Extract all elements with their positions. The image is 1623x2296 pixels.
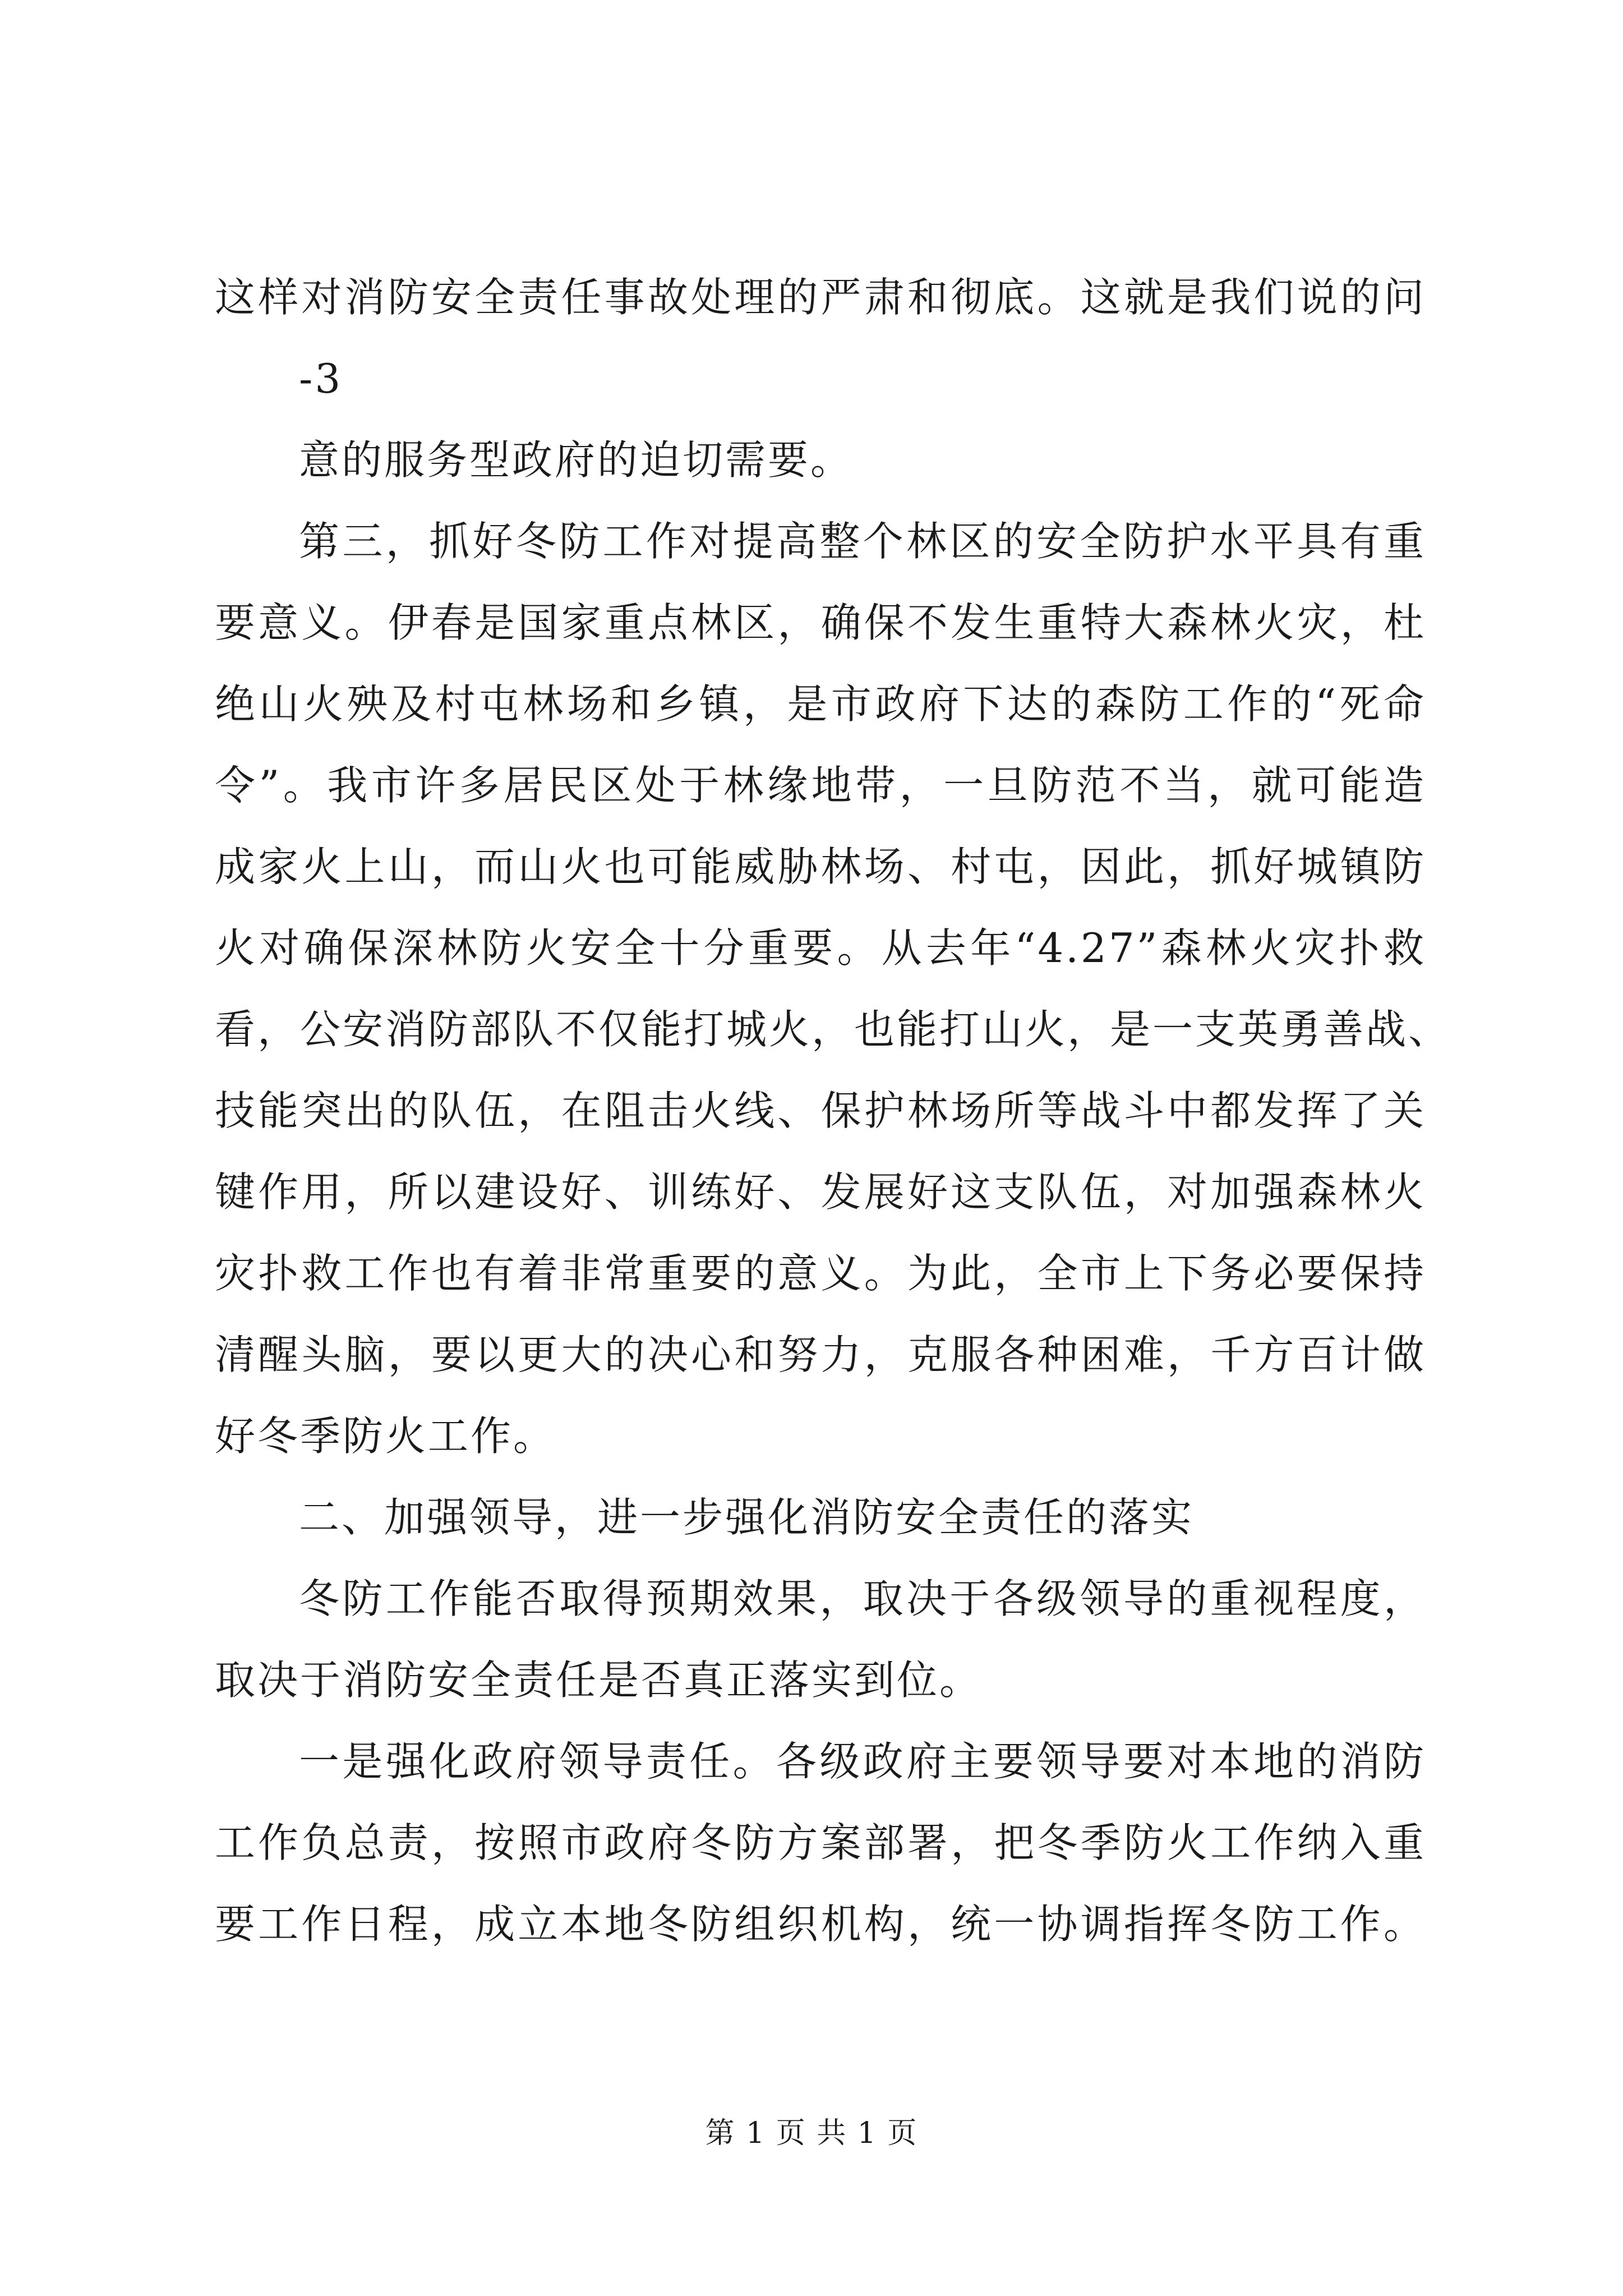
paragraph-start-line: 冬防工作能否取得预期效果，取决于各级领导的重视程度，: [299, 1575, 1426, 1622]
document-body: [215, 257, 1451, 1965]
text-line: 要工作日程，成立本地冬防组织机构，统一协调指挥冬防工作。: [215, 1901, 1426, 1948]
text-line: 绝山火殃及村屯林场和乡镇，是市政府下达的森防工作的“死命: [215, 680, 1426, 728]
text-line: 要意义。伊春是国家重点林区，确保不发生重特大森林火灾，杜: [215, 599, 1426, 646]
text-line: 取决于消防安全责任是否真正落实到位。: [215, 1657, 983, 1704]
page-footer: 第 1 页 共 1 页: [705, 2116, 918, 2150]
text-line: 键作用，所以建设好、训练好、发展好这支队伍，对加强森林火: [215, 1168, 1426, 1216]
page-marker: -3: [299, 355, 343, 402]
section-heading: 二、加强领导，进一步强化消防安全责任的落实: [299, 1494, 1195, 1541]
paragraph-start-line: 第三，抓好冬防工作对提高整个林区的安全防护水平具有重: [299, 518, 1426, 565]
text-line: 看，公安消防部队不仅能打城火，也能打山火，是一支英勇善战、: [215, 1006, 1451, 1053]
paragraph-start-line: 一是强化政府领导责任。各级政府主要领导要对本地的消防: [299, 1738, 1426, 1785]
text-line: 技能突出的队伍，在阻击火线、保护林场所等战斗中都发挥了关: [215, 1087, 1426, 1134]
text-line: 这样对消防安全责任事故处理的严肃和彻底。这就是我们说的问: [215, 274, 1426, 321]
text-line: 工作负总责，按照市政府冬防方案部署，把冬季防火工作纳入重: [215, 1819, 1426, 1866]
text-line: 清醒头脑，要以更大的决心和努力，克服各种困难，千方百计做: [215, 1331, 1426, 1378]
text-line: 好冬季防火工作。: [215, 1412, 556, 1460]
text-line: 成家火上山，而山火也可能威胁林场、村屯，因此，抓好城镇防: [215, 843, 1426, 890]
text-line: 灾扑救工作也有着非常重要的意义。为此，全市上下务必要保持: [215, 1250, 1426, 1297]
text-line: 意的服务型政府的迫切需要。: [299, 436, 854, 484]
text-line: 火对确保深林防火安全十分重要。从去年“4.27”森林火灾扑救: [215, 924, 1426, 972]
text-line: 令”。我市许多居民区处于林缘地带，一旦防范不当，就可能造: [215, 762, 1426, 809]
